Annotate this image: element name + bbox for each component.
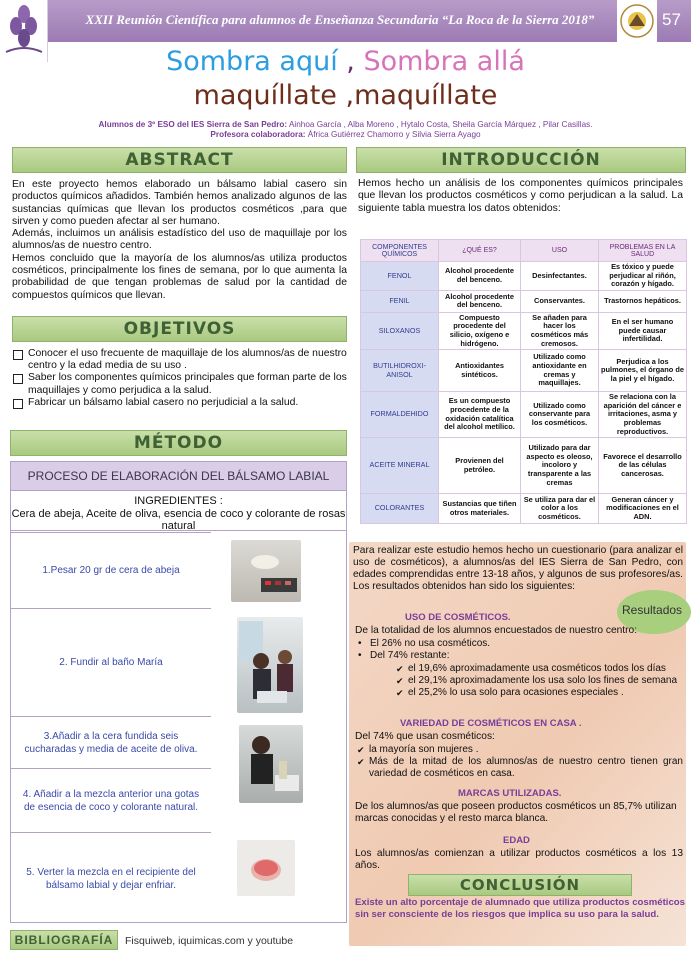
results-bubble-label: Resultados <box>622 603 683 617</box>
metodo-box <box>10 461 347 923</box>
table-cell: Se añaden para hacer los cosméticos más cremosos. <box>521 312 599 349</box>
table-header: COMPONENTES QUÍMICOS <box>361 240 439 262</box>
marcas-text: De los alumnos/as que poseen productos cosméticos un 85,7% utilizan marcas conocidas y el resto marca blanca. <box>355 801 677 824</box>
bibliografia-heading: BIBLIOGRAFÍA <box>10 930 118 950</box>
ingredientes-text: Cera de abeja, Aceite de oliva, esencia de coco y colorante de rosas natural <box>11 507 346 532</box>
table-header: ¿QUÉ ES? <box>439 240 521 262</box>
table-cell: SILOXANOS <box>361 312 439 349</box>
table-cell: FORMALDEHIDO <box>361 392 439 438</box>
title-part2: Sombra allá <box>363 46 525 77</box>
table-cell: Alcohol procedente del benceno. <box>439 262 521 291</box>
abstract-heading: ABSTRACT <box>12 147 347 173</box>
table-cell: BUTILHIDROXI-ANISOL <box>361 350 439 392</box>
objetivos-heading: OBJETIVOS <box>12 316 347 342</box>
abstract-p2: Además, incluimos un análisis estadístico del uso de maquillaje por los alumnos/as de nuestro centro. <box>12 228 347 252</box>
uso-list <box>356 638 616 662</box>
step-4: 4. Añadir a la mezcla anterior una gotas de esencia de coco y colorante natural. <box>11 768 211 832</box>
uso-item: • Del 74% restante: <box>356 650 616 662</box>
students-label: Alumnos de 3º ESO del IES Sierra de San Pedro: <box>98 120 288 129</box>
header-bar <box>0 0 691 42</box>
table-cell: Desinfectantes. <box>521 262 599 291</box>
variedad-item: ✔ Más de la mitad de los alumnos/as de nuestro centro tienen gran variedad de cosméticos en casa. <box>355 756 683 780</box>
abstract-p1: En este proyecto hemos elaborado un bálsamo labial casero sin productos químicos añadidos. También hemos analizado algunos de las sustancias químicas que llevan los productos cosméticos ,para que sirven y como pueden afectar al ser humano. <box>12 179 347 227</box>
table-cell: Se utiliza para dar el color a los cosméticos. <box>521 494 599 524</box>
uso-item: • El 26% no usa cosméticos. <box>356 638 616 650</box>
table-row <box>361 312 687 349</box>
table-cell: Conservantes. <box>521 290 599 312</box>
poster-title-line2: maquíllate ,maquíllate <box>193 80 498 111</box>
introduccion-heading: INTRODUCCIÓN <box>356 147 686 173</box>
photo-lip-balm <box>237 840 295 896</box>
students-names: Ainhoa García , Alba Moreno , Hytalo Costa, Sheila García Márquez , Pilar Casillas. <box>287 120 593 129</box>
uso-title: USO DE COSMÉTICOS. <box>405 612 511 623</box>
table-cell: FENIL <box>361 290 439 312</box>
table-cell: Compuesto procedente del silicio, oxígeno e hidrógeno. <box>439 312 521 349</box>
objetivo-item: Saber los componentes químicos principales que forman parte de los maquillajes y como perjudica a la salud. <box>12 372 347 396</box>
table-cell: Antioxidantes sintéticos. <box>439 350 521 392</box>
title-comma: , <box>337 46 364 77</box>
bibliografia-text: Fisquiweb, iquimicas.com y youtube <box>125 935 294 947</box>
uso-subitem: ✔ el 19,6% aproximadamente usa cosméticos todos los días <box>394 663 684 675</box>
table-cell: En el ser humano puede causar infertilidad. <box>599 312 687 349</box>
objetivos-list <box>12 348 347 409</box>
uso-sublist <box>394 663 684 699</box>
ingredientes-title: INGREDIENTES : <box>134 495 223 507</box>
results-intro: Para realizar este estudio hemos hecho un cuestionario (para analizar el uso de cosméticos), a alumnos/as del IES Sierra de San Pedro, con edades comprendidas entre 13-18 años, y algunos de sus profesores/as. Los resultados obtenidos han sido los siguientes: <box>353 545 683 592</box>
conference-title: XXII Reunión Científica para alumnos de Enseñanza Secundaria “La Roca de la Sierra 2018” <box>85 12 595 27</box>
marcas-title: MARCAS UTILIZADAS. <box>458 788 562 799</box>
metodo-heading: MÉTODO <box>10 430 347 456</box>
introduccion-text: Hemos hecho un análisis de los componentes químicos principales que llevan los productos cosméticos y como perjudican a la salud. La siguiente tabla muestra los datos obtenidos: <box>358 178 683 214</box>
table-cell: COLORANTES <box>361 494 439 524</box>
edad-text: Los alumnos/as comienzan a utilizar productos cosméticos a los 13 años. <box>355 848 683 871</box>
table-header: PROBLEMAS EN LA SALUD <box>599 240 687 262</box>
table-cell: Es tóxico y puede perjudicar al riñón, corazón y hígado. <box>599 262 687 291</box>
photo-adding-oil <box>239 725 303 803</box>
components-table <box>360 239 687 524</box>
step-1: 1.Pesar 20 gr de cera de abeja <box>11 532 211 608</box>
photo-melting <box>237 617 303 713</box>
table-row <box>361 262 687 291</box>
table-cell: Provienen del petróleo. <box>439 438 521 494</box>
objetivo-item: Fabricar un bálsamo labial casero no perjudicial a la salud. <box>12 397 347 409</box>
table-cell: Perjudica a los pulmones, el órgano de la piel y el hígado. <box>599 350 687 392</box>
table-row <box>361 494 687 524</box>
uso-subitem: ✔ el 29,1% aproximadamente los usa solo los fines de semana <box>394 675 684 687</box>
table-cell: Sustancias que tiñen otros materiales. <box>439 494 521 524</box>
table-cell: Utilizado como antioxidante en cremas y maquillajes. <box>521 350 599 392</box>
table-row <box>361 350 687 392</box>
abstract-text <box>12 179 347 302</box>
title-part1: Sombra aquí <box>166 46 338 77</box>
edad-title: EDAD <box>503 835 530 846</box>
variedad-title: VARIEDAD DE COSMÉTICOS EN CASA . <box>400 718 582 729</box>
table-row <box>361 392 687 438</box>
conference-logo <box>617 0 657 42</box>
variedad-item: ✔ la mayoría son mujeres . <box>355 744 683 756</box>
table-cell: Se relaciona con la aparición del cáncer e irritaciones, asma y problemas reproductivos. <box>599 392 687 438</box>
table-cell: Alcohol procedente del benceno. <box>439 290 521 312</box>
table-cell: Generan cáncer y modificaciones en el ADN. <box>599 494 687 524</box>
ingredientes-block <box>11 491 346 531</box>
table-cell: Trastornos hepáticos. <box>599 290 687 312</box>
step-3: 3.Añadir a la cera fundida seis cucharadas y media de aceite de oliva. <box>11 716 211 768</box>
table-cell: Es un compuesto procedente de la oxidación catalítica del alcohol metílico. <box>439 392 521 438</box>
abstract-p3: Hemos concluido que la mayoría de los alumnos/as utiliza productos cosméticos, principalmente los fines de semana, por lo que aumenta la probabilidad de que tengan problemas de salud por la cantidad de compuestos químicos que llevan. <box>12 252 347 301</box>
table-cell: Utilizado como conservante para los cosméticos. <box>521 392 599 438</box>
table-cell: Utilizado para dar aspecto es oleoso, incoloro y transparente a las cremas <box>521 438 599 494</box>
page-number: 57 <box>662 10 681 29</box>
table-row <box>361 290 687 312</box>
teachers-label: Profesora colaboradora: <box>210 130 306 139</box>
table-row <box>361 438 687 494</box>
proceso-title: PROCESO DE ELABORACIÓN DEL BÁLSAMO LABIAL <box>11 462 346 491</box>
step-2: 2. Fundir al baño María <box>11 608 211 716</box>
table-cell: ACEITE MINERAL <box>361 438 439 494</box>
conclusion-text: Existe un alto porcentaje de alumnado que utiliza productos cosméticos sin ser consciente de los riesgos que implica su uso para la salud. <box>355 897 685 920</box>
photo-wax-weighing <box>231 540 301 602</box>
variedad-list <box>355 744 683 780</box>
objetivo-item: Conocer el uso frecuente de maquillaje de los alumnos/as de nuestro centro y la edad media de su uso . <box>12 348 347 372</box>
variedad-intro: Del 74% que usan cosméticos: <box>355 731 495 742</box>
conclusion-heading: CONCLUSIÓN <box>408 874 632 896</box>
uso-intro: De la totalidad de los alumnos encuestados de nuestro centro: <box>355 625 638 636</box>
table-cell: FENOL <box>361 262 439 291</box>
table-cell: Favorece el desarrollo de las células cancerosas. <box>599 438 687 494</box>
step-5: 5. Verter la mezcla en el recipiente del bálsamo labial y dejar enfriar. <box>11 832 211 924</box>
poster-title-line1 <box>0 46 691 77</box>
teachers-names: África Gutiérrez Chamorro y Silvia Sierra Ayago <box>305 130 481 139</box>
table-header: USO <box>521 240 599 262</box>
authors-block <box>0 120 691 140</box>
uso-subitem: ✔ el 25,2% lo usa solo para ocasiones especiales . <box>394 687 684 699</box>
